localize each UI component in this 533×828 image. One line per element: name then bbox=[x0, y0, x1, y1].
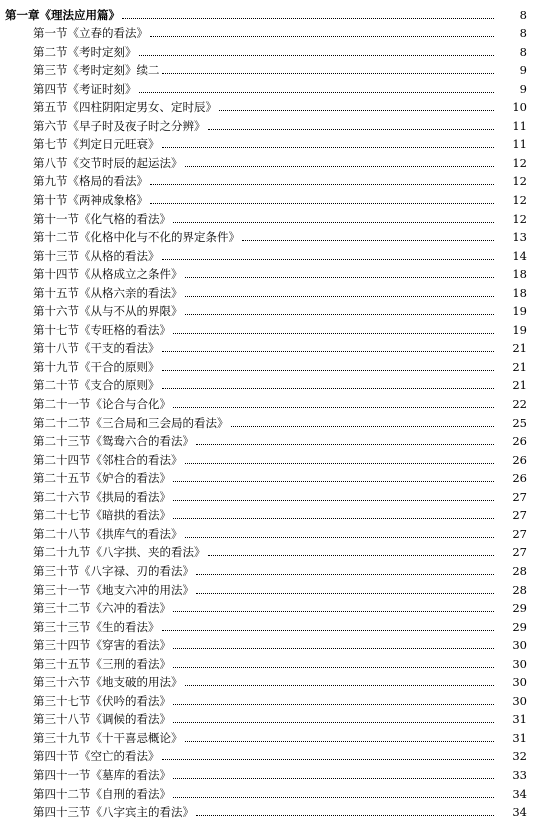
dot-leader bbox=[162, 388, 495, 389]
dot-leader bbox=[173, 667, 494, 668]
entry-title: 《八字禄、刃的看法》 bbox=[79, 563, 194, 578]
dot-leader bbox=[173, 611, 494, 612]
page-number: 27 bbox=[512, 526, 527, 541]
entry-title: 《暗拱的看法》 bbox=[90, 508, 171, 523]
page-number: 8 bbox=[519, 26, 527, 41]
toc-section-entry[interactable] bbox=[0, 596, 533, 615]
entry-title: 《三合局和三会局的看法》 bbox=[90, 415, 229, 430]
toc-section-entry[interactable] bbox=[0, 558, 533, 577]
dot-leader bbox=[173, 500, 494, 501]
toc-section-entry[interactable] bbox=[0, 317, 533, 336]
entry-title: 《从格六亲的看法》 bbox=[79, 285, 183, 300]
toc-section-entry[interactable] bbox=[0, 800, 533, 819]
toc-section-entry[interactable] bbox=[0, 39, 533, 58]
page-number: 30 bbox=[512, 638, 527, 653]
toc-section-entry[interactable] bbox=[0, 466, 533, 485]
dot-leader bbox=[162, 759, 495, 760]
toc-section-entry[interactable] bbox=[0, 521, 533, 540]
entry-number: 第十八节 bbox=[33, 341, 79, 356]
page-number: 19 bbox=[512, 304, 527, 319]
entry-title: 《八字拱、夹的看法》 bbox=[90, 545, 206, 560]
toc-section-entry[interactable] bbox=[0, 429, 533, 448]
dot-leader bbox=[173, 722, 494, 723]
entry-title: 《鸳鸯六合的看法》 bbox=[90, 434, 194, 449]
dot-leader bbox=[173, 704, 494, 705]
entry-title: 《两神成象格》 bbox=[67, 193, 148, 208]
entry-number: 第二十五节 bbox=[33, 471, 91, 486]
entry-title: 《伏吟的看法》 bbox=[90, 693, 171, 708]
entry-number: 第三十节 bbox=[33, 563, 79, 578]
toc-section-entry[interactable] bbox=[0, 503, 533, 522]
page-number: 19 bbox=[512, 322, 527, 337]
entry-title: 《支合的原则》 bbox=[79, 378, 160, 393]
page-number: 22 bbox=[512, 397, 527, 412]
page-number: 28 bbox=[512, 563, 527, 578]
entry-number: 第十六节 bbox=[33, 304, 79, 319]
entry-title: 《墓库的看法》 bbox=[90, 767, 171, 782]
entry-number: 第八节 bbox=[33, 155, 68, 170]
toc-section-entry[interactable] bbox=[0, 373, 533, 392]
dot-leader bbox=[185, 741, 495, 742]
entry-number: 第五节 bbox=[33, 100, 68, 115]
page-number: 34 bbox=[512, 805, 527, 820]
entry-number: 第三十二节 bbox=[33, 601, 91, 616]
dot-leader bbox=[231, 426, 495, 427]
entry-number: 第二十六节 bbox=[33, 489, 91, 504]
entry-number: 第三十六节 bbox=[33, 675, 91, 690]
entry-title: 《地支破的用法》 bbox=[90, 675, 183, 690]
toc-section-entry[interactable] bbox=[0, 225, 533, 244]
toc-section-entry[interactable] bbox=[0, 410, 533, 429]
dot-leader bbox=[122, 18, 494, 19]
entry-title: 《判定日元旺衰》 bbox=[67, 137, 160, 152]
entry-number: 第九节 bbox=[33, 174, 68, 189]
entry-title: 《空亡的看法》 bbox=[79, 749, 160, 764]
entry-title: 《论合与合化》 bbox=[90, 397, 171, 412]
entry-number: 第二十八节 bbox=[33, 526, 91, 541]
entry-number: 第十五节 bbox=[33, 285, 79, 300]
toc-section-entry[interactable] bbox=[0, 651, 533, 670]
entry-title: 《妒合的看法》 bbox=[90, 471, 171, 486]
toc-section-entry[interactable] bbox=[0, 336, 533, 355]
dot-leader bbox=[196, 444, 494, 445]
page-number: 14 bbox=[512, 248, 527, 263]
entry-number: 第十一节 bbox=[33, 211, 79, 226]
toc-section-entry[interactable] bbox=[0, 262, 533, 281]
page-number: 21 bbox=[512, 359, 527, 374]
dot-leader bbox=[185, 685, 495, 686]
page-number: 12 bbox=[512, 193, 527, 208]
toc-section-entry[interactable] bbox=[0, 76, 533, 95]
toc-section-entry[interactable] bbox=[0, 577, 533, 596]
toc-section-entry[interactable] bbox=[0, 132, 533, 151]
dot-leader bbox=[185, 277, 495, 278]
dot-leader bbox=[242, 240, 494, 241]
toc-section-entry[interactable] bbox=[0, 280, 533, 299]
entry-number: 第十四节 bbox=[33, 267, 79, 282]
entry-number: 第四十三节 bbox=[33, 805, 91, 820]
entry-number: 第四十一节 bbox=[33, 767, 91, 782]
dot-leader bbox=[185, 463, 495, 464]
dot-leader bbox=[150, 36, 494, 37]
dot-leader bbox=[162, 259, 495, 260]
dot-leader bbox=[173, 481, 494, 482]
page-number: 31 bbox=[512, 712, 527, 727]
entry-title: 《化格中化与不化的界定条件》 bbox=[79, 230, 240, 245]
entry-title: 《从格成立之条件》 bbox=[79, 267, 183, 282]
entry-title: 《理法应用篇》 bbox=[39, 7, 120, 22]
toc-section-entry[interactable] bbox=[0, 688, 533, 707]
page-number: 25 bbox=[512, 415, 527, 430]
entry-title: 《早子时及夜子时之分辨》 bbox=[67, 118, 206, 133]
entry-title: 《邻柱合的看法》 bbox=[90, 452, 183, 467]
entry-number: 第十三节 bbox=[33, 248, 79, 263]
page-number: 30 bbox=[512, 675, 527, 690]
entry-title: 《八字宾主的看法》 bbox=[90, 805, 194, 820]
page-number: 34 bbox=[512, 786, 527, 801]
toc-section-entry[interactable] bbox=[0, 484, 533, 503]
entry-number: 第三十一节 bbox=[33, 582, 91, 597]
entry-title: 《自刑的看法》 bbox=[90, 786, 171, 801]
entry-number: 第十七节 bbox=[33, 322, 79, 337]
page-number: 28 bbox=[512, 582, 527, 597]
toc-section-entry[interactable] bbox=[0, 707, 533, 726]
entry-title: 《地支六冲的用法》 bbox=[90, 582, 194, 597]
entry-number: 第四十节 bbox=[33, 749, 79, 764]
page-number: 30 bbox=[512, 693, 527, 708]
toc-section-entry[interactable] bbox=[0, 113, 533, 132]
dot-leader bbox=[196, 574, 494, 575]
toc-section-entry[interactable] bbox=[0, 58, 533, 77]
dot-leader bbox=[196, 593, 494, 594]
toc-section-entry[interactable] bbox=[0, 354, 533, 373]
dot-leader bbox=[150, 203, 494, 204]
dot-leader bbox=[173, 778, 494, 779]
dot-leader bbox=[185, 314, 495, 315]
dot-leader bbox=[196, 815, 494, 816]
entry-title: 《专旺格的看法》 bbox=[79, 322, 171, 337]
entry-number: 第三十七节 bbox=[33, 693, 91, 708]
page-number: 27 bbox=[512, 508, 527, 523]
entry-number: 第一章 bbox=[5, 7, 40, 22]
page-number: 12 bbox=[512, 211, 527, 226]
dot-leader bbox=[173, 518, 494, 519]
page-number: 21 bbox=[512, 378, 527, 393]
entry-number: 第二十二节 bbox=[33, 415, 91, 430]
page-number: 13 bbox=[512, 230, 527, 245]
dot-leader bbox=[162, 351, 495, 352]
entry-number: 第三十八节 bbox=[33, 712, 91, 727]
page-number: 8 bbox=[519, 7, 527, 22]
entry-number: 第二节 bbox=[33, 44, 68, 59]
dot-leader bbox=[219, 110, 494, 111]
page-number: 8 bbox=[519, 44, 527, 59]
entry-title: 《从与不从的界限》 bbox=[79, 304, 183, 319]
page-number: 26 bbox=[512, 452, 527, 467]
toc-section-entry[interactable] bbox=[0, 633, 533, 652]
entry-title: 《从格的看法》 bbox=[79, 248, 160, 263]
entry-title: 《调候的看法》 bbox=[90, 712, 171, 727]
entry-title: 《六冲的看法》 bbox=[90, 601, 171, 616]
toc-section-entry[interactable] bbox=[0, 243, 533, 262]
entry-number: 第二十三节 bbox=[33, 434, 91, 449]
page-number: 12 bbox=[512, 174, 527, 189]
dot-leader bbox=[139, 55, 495, 56]
entry-number: 第六节 bbox=[33, 118, 68, 133]
entry-title: 《干合的原则》 bbox=[79, 359, 160, 374]
entry-number: 第三十三节 bbox=[33, 619, 91, 634]
toc-section-entry[interactable] bbox=[0, 762, 533, 781]
page-number: 18 bbox=[512, 285, 527, 300]
entry-title: 《考时定刻》 bbox=[67, 44, 137, 59]
dot-leader bbox=[150, 184, 494, 185]
dot-leader bbox=[162, 73, 495, 74]
toc-section-entry[interactable] bbox=[0, 670, 533, 689]
entry-title: 《格局的看法》 bbox=[67, 174, 148, 189]
entry-number: 第十九节 bbox=[33, 359, 79, 374]
entry-number: 第二十四节 bbox=[33, 452, 91, 467]
page-number: 27 bbox=[512, 489, 527, 504]
page-number: 11 bbox=[512, 118, 527, 133]
toc-section-entry[interactable] bbox=[0, 21, 533, 40]
entry-number: 第十二节 bbox=[33, 230, 79, 245]
toc-section-entry[interactable] bbox=[0, 744, 533, 763]
entry-title: 《拱库气的看法》 bbox=[90, 526, 183, 541]
dot-leader bbox=[162, 630, 495, 631]
entry-title: 《十干喜忌概论》 bbox=[90, 730, 183, 745]
entry-number: 第四节 bbox=[33, 81, 68, 96]
toc-section-entry[interactable] bbox=[0, 206, 533, 225]
toc-section-entry[interactable] bbox=[0, 447, 533, 466]
entry-title: 《考时定刻》续二 bbox=[67, 63, 160, 78]
entry-number: 第三节 bbox=[33, 63, 68, 78]
entry-number: 第十节 bbox=[33, 193, 68, 208]
entry-number: 第三十四节 bbox=[33, 638, 91, 653]
dot-leader bbox=[162, 370, 495, 371]
page-number: 21 bbox=[512, 341, 527, 356]
entry-title: 《三刑的看法》 bbox=[90, 656, 171, 671]
entry-title: 《干支的看法》 bbox=[79, 341, 160, 356]
page-number: 12 bbox=[512, 155, 527, 170]
entry-number: 第四十二节 bbox=[33, 786, 91, 801]
toc-section-entry[interactable] bbox=[0, 725, 533, 744]
page-number: 9 bbox=[519, 63, 527, 78]
page-number: 9 bbox=[519, 81, 527, 96]
toc-section-entry[interactable] bbox=[0, 614, 533, 633]
entry-title: 《交节时辰的起运法》 bbox=[67, 155, 183, 170]
dot-leader bbox=[173, 333, 494, 334]
entry-title: 《生的看法》 bbox=[90, 619, 160, 634]
toc-section-entry[interactable] bbox=[0, 150, 533, 169]
entry-title: 《考证时刻》 bbox=[67, 81, 137, 96]
toc-section-entry[interactable] bbox=[0, 299, 533, 318]
page-number: 29 bbox=[512, 601, 527, 616]
dot-leader bbox=[173, 407, 494, 408]
entry-number: 第二十一节 bbox=[33, 397, 91, 412]
dot-leader bbox=[208, 129, 495, 130]
toc-section-entry[interactable] bbox=[0, 540, 533, 559]
page-number: 11 bbox=[512, 137, 527, 152]
entry-number: 第七节 bbox=[33, 137, 68, 152]
dot-leader bbox=[162, 147, 495, 148]
dot-leader bbox=[185, 166, 495, 167]
toc-section-entry[interactable] bbox=[0, 169, 533, 188]
page-number: 26 bbox=[512, 471, 527, 486]
page-number: 33 bbox=[512, 767, 527, 782]
dot-leader bbox=[208, 555, 495, 556]
page-number: 18 bbox=[512, 267, 527, 282]
entry-title: 《立春的看法》 bbox=[67, 26, 148, 41]
page-number: 31 bbox=[512, 730, 527, 745]
dot-leader bbox=[173, 222, 494, 223]
dot-leader bbox=[173, 648, 494, 649]
entry-title: 《化气格的看法》 bbox=[79, 211, 171, 226]
entry-number: 第三十九节 bbox=[33, 730, 91, 745]
entry-title: 《四柱阴阳定男女、定时辰》 bbox=[67, 100, 217, 115]
toc-section-entry[interactable] bbox=[0, 187, 533, 206]
dot-leader bbox=[139, 92, 495, 93]
table-of-contents bbox=[0, 2, 533, 818]
toc-chapter-entry[interactable] bbox=[0, 2, 533, 21]
entry-number: 第三十五节 bbox=[33, 656, 91, 671]
entry-title: 《穿害的看法》 bbox=[90, 638, 171, 653]
toc-section-entry[interactable] bbox=[0, 391, 533, 410]
toc-section-entry[interactable] bbox=[0, 95, 533, 114]
page-number: 32 bbox=[512, 749, 527, 764]
page-number: 29 bbox=[512, 619, 527, 634]
entry-number: 第二十七节 bbox=[33, 508, 91, 523]
dot-leader bbox=[173, 797, 494, 798]
entry-number: 第一节 bbox=[33, 26, 68, 41]
entry-title: 《拱局的看法》 bbox=[90, 489, 171, 504]
toc-section-entry[interactable] bbox=[0, 781, 533, 800]
entry-number: 第二十九节 bbox=[33, 545, 91, 560]
page-number: 10 bbox=[512, 100, 527, 115]
page-number: 26 bbox=[512, 434, 527, 449]
entry-number: 第二十节 bbox=[33, 378, 79, 393]
page-number: 30 bbox=[512, 656, 527, 671]
dot-leader bbox=[185, 537, 495, 538]
dot-leader bbox=[185, 296, 495, 297]
page-number: 27 bbox=[512, 545, 527, 560]
